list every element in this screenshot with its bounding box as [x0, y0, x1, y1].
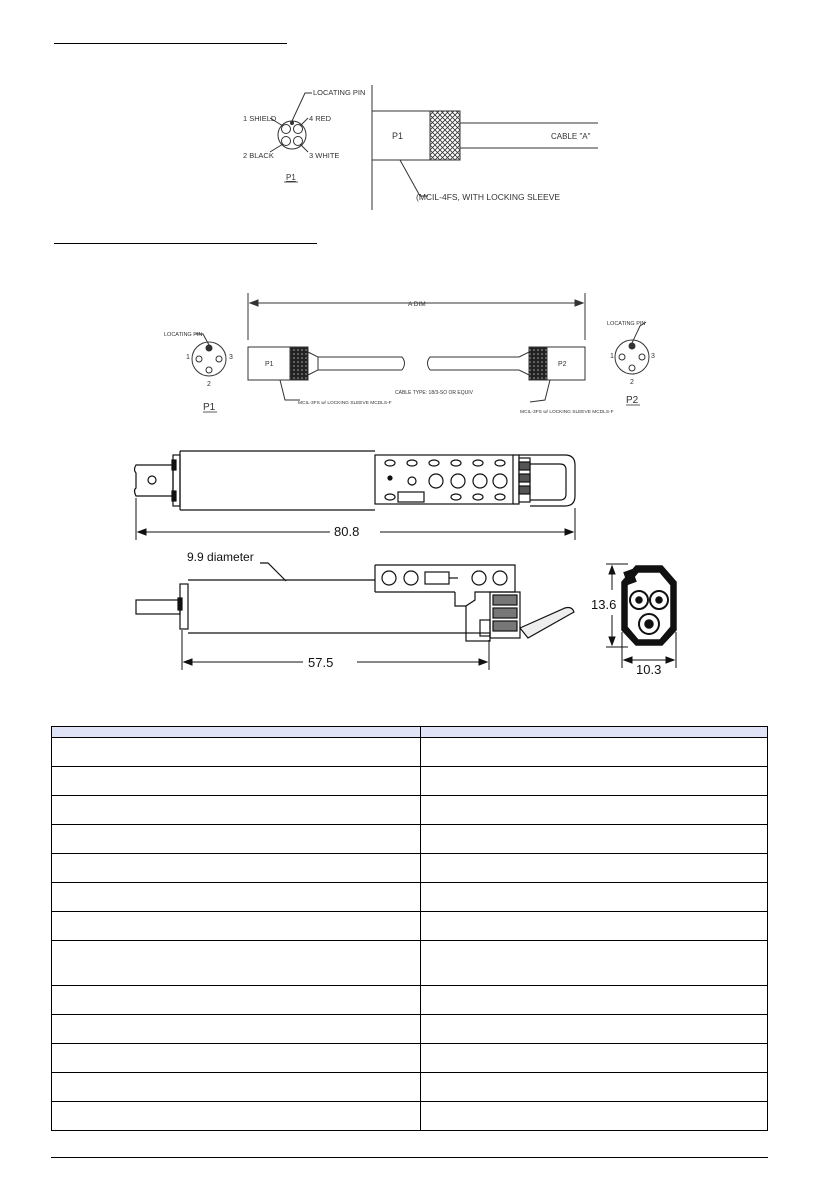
table-cell	[421, 1073, 768, 1102]
table-cell	[421, 941, 768, 986]
sonde-side-view	[136, 563, 574, 641]
table-cell	[421, 825, 768, 854]
table-row	[52, 1102, 768, 1131]
table-cell	[52, 1015, 421, 1044]
table-cell	[52, 738, 421, 767]
right-locating-pin-label: LOCATING PIN	[607, 321, 646, 327]
left-locating-pin-label: LOCATING PIN	[164, 332, 203, 338]
right-pin-3: 3	[651, 353, 655, 360]
table-cell	[52, 1102, 421, 1131]
table-cell	[52, 767, 421, 796]
table-row	[52, 883, 768, 912]
table-row	[52, 912, 768, 941]
table-row	[52, 825, 768, 854]
dim-10-3-label: 10.3	[636, 662, 662, 677]
right-pin-1: 1	[610, 353, 614, 360]
table-cell	[421, 1044, 768, 1073]
table-cell	[421, 796, 768, 825]
label-shield: 1 SHIELD	[243, 114, 277, 123]
sonde-end-view	[622, 566, 676, 645]
table-cell	[421, 883, 768, 912]
dim-13-6-label: 13.6	[591, 597, 617, 612]
a-dim-label: A DIM	[408, 301, 426, 308]
table-row	[52, 767, 768, 796]
table-cell	[52, 912, 421, 941]
mcil-callout: (MCIL-4FS, WITH LOCKING SLEEVE	[416, 192, 561, 202]
table-cell	[52, 796, 421, 825]
table-row	[52, 1073, 768, 1102]
cable-type-label: CABLE TYPE: 18/3-SO OR EQUIV	[395, 390, 473, 396]
table-cell	[421, 986, 768, 1015]
table-cell	[52, 986, 421, 1015]
plug-p2-label: P2	[558, 361, 567, 368]
diameter-label: 9.9 diameter	[187, 550, 254, 564]
table-cell	[421, 1015, 768, 1044]
label-black: 2 BLACK	[243, 151, 274, 160]
right-pin-2: 2	[630, 379, 634, 386]
table-cell	[421, 767, 768, 796]
table-row	[52, 1015, 768, 1044]
table-cell	[421, 854, 768, 883]
label-red: 4 RED	[309, 114, 332, 123]
table-row	[52, 986, 768, 1015]
right-plug-callout: MCIL-3FS w/ LOCKING SLEEVE MCDLS-F	[520, 410, 614, 415]
left-pin-3: 3	[229, 354, 233, 361]
table-header-cell	[52, 727, 421, 738]
table-row	[52, 854, 768, 883]
left-p1-label: P1	[203, 402, 216, 413]
right-p2-label: P2	[626, 395, 639, 406]
connector-3pin-face-right	[615, 322, 649, 374]
table-cell	[52, 941, 421, 986]
plug-p1-label: P1	[265, 361, 274, 368]
cable-p1-label: P1	[392, 131, 404, 141]
table-cell	[421, 738, 768, 767]
label-locating-pin: LOCATING PIN	[313, 88, 366, 97]
sonde-top-view	[135, 451, 576, 510]
label-p1-face: P1	[286, 173, 296, 182]
table-cell	[421, 1102, 768, 1131]
table-row	[52, 1044, 768, 1073]
cable-a-label: CABLE "A"	[551, 132, 591, 141]
connector-3pin-face-left	[192, 334, 226, 376]
table-cell	[52, 825, 421, 854]
table-row	[52, 941, 768, 986]
specifications-table	[51, 726, 768, 1131]
sonde-sensor-holes	[385, 460, 507, 500]
left-pin-2: 2	[207, 381, 211, 388]
table-cell	[421, 912, 768, 941]
table-cell	[52, 883, 421, 912]
left-pin-1: 1	[186, 354, 190, 361]
dim-57-5-label: 57.5	[308, 655, 334, 670]
dim-80-8-label: 80.8	[334, 524, 360, 539]
label-white: 3 WHITE	[309, 151, 340, 160]
table-cell	[52, 1073, 421, 1102]
table-header-cell	[421, 727, 768, 738]
table-header-row	[52, 727, 768, 738]
dim-line-57-5	[182, 630, 489, 670]
left-plug-callout: MCIL-3FS w/ LOCKING SLEEVE MCDLS-F	[298, 401, 392, 406]
table-row	[52, 796, 768, 825]
table-cell	[52, 854, 421, 883]
plug-p1-side	[248, 347, 405, 400]
table-row	[52, 738, 768, 767]
table-cell	[52, 1044, 421, 1073]
